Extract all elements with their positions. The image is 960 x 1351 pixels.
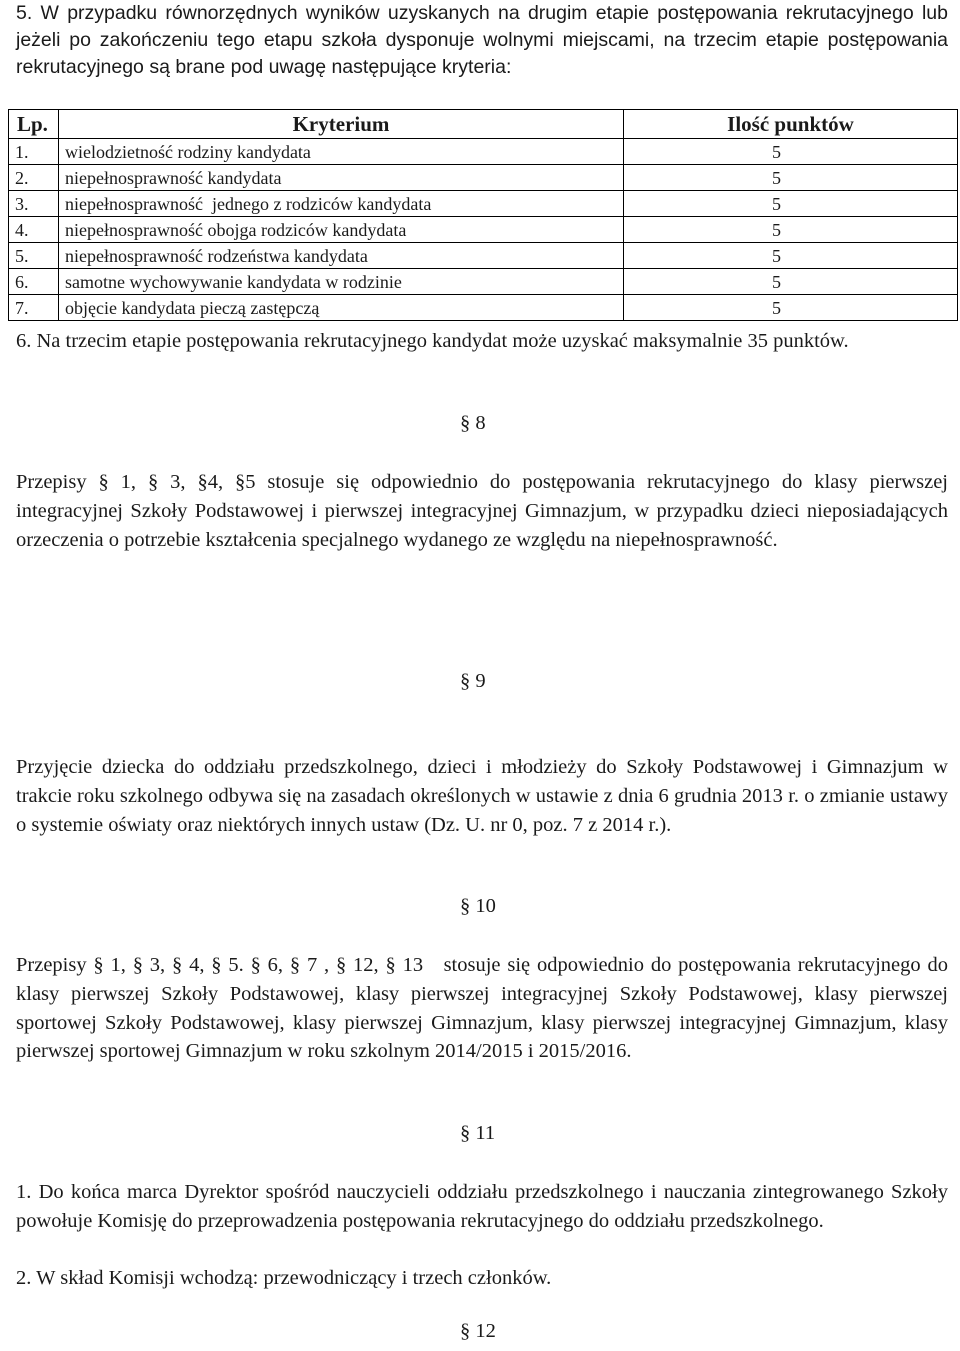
row-number: 1. [9,139,59,165]
section-8-text: Przepisy § 1, § 3, §4, §5 stosuje się odpowiednio do postępowania rekrutacyjnego do klasy pierwszej integracyjnej Szkoły Podstawowej i pierwszej integracyjnej Gimnazjum, w przypadku dzieci nieposiadających orzeczenia o potrzebie kształcenia specjalnego wydanego ze względu na niepełnosprawność. [16,471,948,551]
table-row [9,295,958,321]
table-row [9,191,958,217]
section-heading-9: § 9 [460,670,486,692]
row-points: 5 [624,243,958,269]
row-points: 5 [624,191,958,217]
row-number: 4. [9,217,59,243]
row-criterion: samotne wychowywanie kandydata w rodzinie [59,269,624,295]
table-header-row [9,110,958,139]
section-11-item-2: 2. W skład Komisji wchodzą: przewodniczący i trzech członków. [16,1267,552,1289]
row-criterion: niepełnosprawność kandydata [59,165,624,191]
section-heading-8: § 8 [460,412,486,434]
row-criterion: objęcie kandydata pieczą zastępczą [59,295,624,321]
row-number: 5. [9,243,59,269]
criteria-table [8,109,958,321]
point-6-paragraph: 6. Na trzecim etapie postępowania rekrutacyjnego kandydat może uzyskać maksymalnie 35 punktów. [16,330,849,352]
row-points: 5 [624,295,958,321]
row-points: 5 [624,269,958,295]
header-lp: Lp. [9,110,59,139]
row-criterion: niepełnosprawność obojga rodziców kandydata [59,217,624,243]
table-row [9,243,958,269]
header-criterion: Kryterium [59,110,624,139]
row-criterion: wielodzietność rodziny kandydata [59,139,624,165]
row-number: 2. [9,165,59,191]
section-9-text: Przyjęcie dziecka do oddziału przedszkolnego, dzieci i młodzieży do Szkoły Podstawowej i Gimnazjum w trakcie roku szkolnego odbywa się na zasadach określonych w ustawie z dnia 6 grudnia 2013 r. o zmianie ustawy o systemie oświaty oraz niektórych innych ustaw (Dz. U. nr 0, poz. 7 z 2014 r.). [16,756,948,836]
row-points: 5 [624,165,958,191]
row-number: 7. [9,295,59,321]
row-points: 5 [624,217,958,243]
row-number: 3. [9,191,59,217]
row-criterion: niepełnosprawność rodzeństwa kandydata [59,243,624,269]
table-row [9,165,958,191]
section-heading-10: § 10 [460,895,496,917]
section-10-text: Przepisy § 1, § 3, § 4, § 5. § 6, § 7 , § 12, § 13 stosuje się odpowiednio do postępowania rekrutacyjnego do klasy pierwszej Szkoły Podstawowej, klasy pierwszej integracyjnej Szkoły Podstawowej, klasy pierwszej sportowej Szkoły Podstawowej, klasy pierwszej Gimnazjum, klasy pierwszej integracyjnej Gimnazjum, klasy pierwszej sportowej Gimnazjum w roku szkolnym 2014/2015 i 2015/2016. [16,954,954,1063]
section-11-item-1: 1. Do końca marca Dyrektor spośród nauczycieli oddziału przedszkolnego i nauczania zintegrowanego Szkoły powołuje Komisję do przeprowadzenia postępowania rekrutacyjnego do oddziału przedszkolnego. [16,1181,948,1232]
row-criterion: niepełnosprawność jednego z rodziców kandydata [59,191,624,217]
section-heading-12: § 12 [460,1320,496,1342]
row-points: 5 [624,139,958,165]
table-row [9,269,958,295]
section-heading-11: § 11 [460,1122,496,1144]
row-number: 6. [9,269,59,295]
header-points: Ilość punktów [624,110,958,139]
intro-paragraph: 5. W przypadku równorzędnych wyników uzyskanych na drugim etapie postępowania rekrutacyjnego lub jeżeli po zakończeniu tego etapu szkoła dysponuje wolnymi miejscami, na trzecim etapie postępowania rekrutacyjnego są brane pod uwagę następujące kryteria: [16,2,948,78]
table-row [9,217,958,243]
table-row [9,139,958,165]
